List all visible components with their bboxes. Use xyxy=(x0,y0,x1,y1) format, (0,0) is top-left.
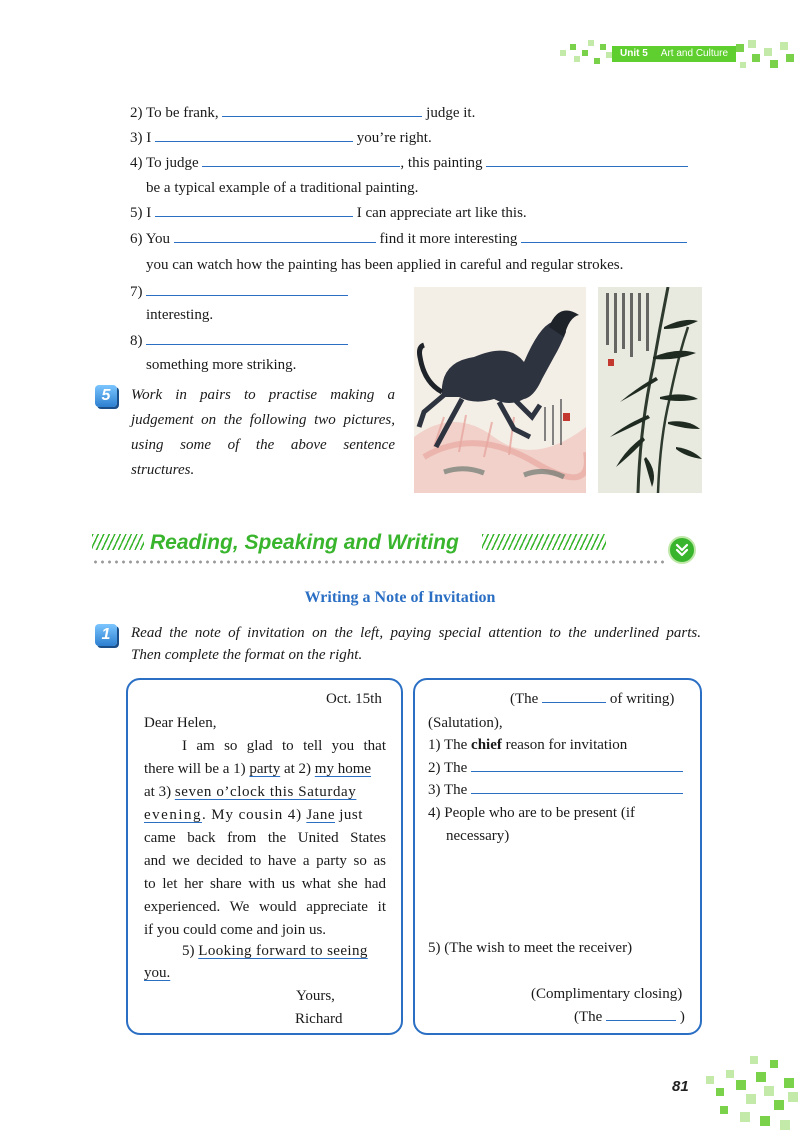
task-5-text xyxy=(131,383,395,483)
answer-blank[interactable] xyxy=(542,701,606,703)
underlined-text: party xyxy=(249,761,281,777)
underlined-text: you. xyxy=(144,965,171,981)
answer-blank[interactable] xyxy=(486,165,688,167)
line-text: 4) To judge xyxy=(130,155,199,171)
task-1-line: Read the note of invitation on the left, paying special attention to the underlined parts. xyxy=(131,625,701,641)
underlined-text: Looking forward to seeing xyxy=(198,943,368,959)
format-bold-text: chief xyxy=(471,737,502,753)
line-text: 6) You xyxy=(130,231,171,247)
underlined-text: my home xyxy=(314,761,372,777)
letter-line xyxy=(144,896,386,918)
answer-blank[interactable] xyxy=(202,165,400,167)
format-signature xyxy=(574,1006,685,1028)
task-1-line: Then complete the format on the right. xyxy=(131,647,363,663)
task-5-line: Work in pairs to practise making a xyxy=(131,387,395,403)
line-text: 3) I xyxy=(130,130,152,146)
exercise-line-6-cont: you can watch how the painting has been applied in careful and regular strokes. xyxy=(146,257,624,273)
underlined-text: evening xyxy=(144,807,202,823)
underlined-text: Jane xyxy=(306,807,335,823)
double-chevron-down-icon[interactable] xyxy=(668,536,696,564)
exercise-line-3 xyxy=(130,128,432,148)
letter-line xyxy=(144,827,386,849)
format-date xyxy=(510,688,674,710)
letter-text: 5) xyxy=(182,943,195,959)
task-1-badge: 1 xyxy=(95,624,117,646)
page-number: 81 xyxy=(672,1078,689,1095)
answer-blank[interactable] xyxy=(471,792,683,794)
exercise-line-7 xyxy=(130,282,348,302)
section-hatch-left xyxy=(92,534,144,550)
answer-blank[interactable] xyxy=(222,115,422,117)
format-text: of writing) xyxy=(609,691,675,707)
format-item-5: 5) (The wish to meet the receiver) xyxy=(428,940,633,956)
format-text: (The xyxy=(510,691,539,707)
letter-line xyxy=(182,735,386,757)
unit-title: Art and Culture xyxy=(660,48,729,59)
line-text: 2) To be frank, xyxy=(130,105,219,121)
format-text: 1) The xyxy=(428,737,468,753)
letter-text: to let her share with us what she had xyxy=(144,876,386,892)
dotted-rule xyxy=(92,560,666,564)
line-text: judge it. xyxy=(426,105,476,121)
task-5-line: using some of the above sentence xyxy=(131,437,395,453)
answer-blank[interactable] xyxy=(146,343,348,345)
letter-text: at 2) xyxy=(283,761,312,777)
letter-text: came back from the United States xyxy=(144,830,386,846)
format-item-4: 4) People who are to be present (if xyxy=(428,805,636,821)
task-5-line: structures. xyxy=(131,462,195,478)
exercise-line-7-cont: interesting. xyxy=(146,307,214,323)
letter-text: just xyxy=(339,807,363,823)
answer-blank[interactable] xyxy=(174,241,376,243)
line-text: , this painting xyxy=(400,155,483,171)
exercise-line-4 xyxy=(130,153,688,173)
line-text: 8) xyxy=(130,333,143,349)
exercise-line-8-cont: something more striking. xyxy=(146,357,297,373)
letter-text: there will be a 1) xyxy=(144,761,246,777)
letter-line xyxy=(144,873,386,895)
letter-line xyxy=(182,940,368,962)
task-5-line: judgement on the following two pictures, xyxy=(131,412,395,428)
letter-closing: Yours, xyxy=(296,988,335,1004)
answer-blank[interactable] xyxy=(521,241,687,243)
letter-line xyxy=(144,804,386,826)
letter-signature: Richard xyxy=(295,1011,343,1027)
line-text: 5) I xyxy=(130,205,152,221)
bamboo-painting xyxy=(598,287,702,493)
format-text: (The xyxy=(574,1009,603,1025)
format-text: 3) The xyxy=(428,782,468,798)
section-title: Reading, Speaking and Writing xyxy=(150,531,459,554)
subtitle: Writing a Note of Invitation xyxy=(304,589,496,606)
format-item-3 xyxy=(428,779,683,801)
letter-text: experienced. We would appreciate it xyxy=(144,899,386,915)
letter-line xyxy=(144,962,170,984)
underlined-text: seven o’clock this Saturday xyxy=(174,784,357,800)
answer-blank[interactable] xyxy=(606,1019,676,1021)
format-text: reason for invitation xyxy=(505,737,628,753)
answer-blank[interactable] xyxy=(155,140,353,142)
answer-blank[interactable] xyxy=(155,215,353,217)
line-text: I can appreciate art like this. xyxy=(356,205,527,221)
letter-text: at 3) xyxy=(144,784,172,800)
letter-line: if you could come and join us. xyxy=(144,922,327,938)
format-text: 2) The xyxy=(428,760,468,776)
task-5-badge: 5 xyxy=(95,385,117,407)
exercise-line-2 xyxy=(130,103,475,123)
exercise-line-5 xyxy=(130,203,527,223)
letter-line xyxy=(144,850,386,872)
section-hatch-right xyxy=(482,534,606,550)
letter-line xyxy=(144,758,371,780)
unit-tab xyxy=(612,46,736,62)
format-item-2 xyxy=(428,757,683,779)
letter-date: Oct. 15th xyxy=(326,691,382,707)
letter-text: I am so glad to tell you that xyxy=(182,738,386,754)
exercise-line-4-cont: be a typical example of a traditional painting. xyxy=(146,180,419,196)
answer-blank[interactable] xyxy=(471,770,683,772)
format-item-4-cont: necessary) xyxy=(446,828,510,844)
format-text: ) xyxy=(679,1009,685,1025)
unit-label: Unit 5 xyxy=(620,48,648,59)
line-text: 7) xyxy=(130,284,143,300)
line-text: you’re right. xyxy=(356,130,432,146)
horse-painting xyxy=(414,287,586,493)
line-text: find it more interesting xyxy=(379,231,518,247)
exercise-line-8 xyxy=(130,331,348,351)
exercise-line-6 xyxy=(130,229,687,249)
letter-text: and we decided to have a party so as xyxy=(144,853,386,869)
format-item-1 xyxy=(428,734,627,756)
format-salutation: (Salutation), xyxy=(428,715,503,731)
task-1-text xyxy=(131,622,701,666)
letter-line xyxy=(144,781,386,803)
format-closing: (Complimentary closing) xyxy=(531,986,683,1002)
letter-salutation: Dear Helen, xyxy=(144,715,217,731)
answer-blank[interactable] xyxy=(146,294,348,296)
letter-text: . My cousin 4) xyxy=(201,807,303,823)
